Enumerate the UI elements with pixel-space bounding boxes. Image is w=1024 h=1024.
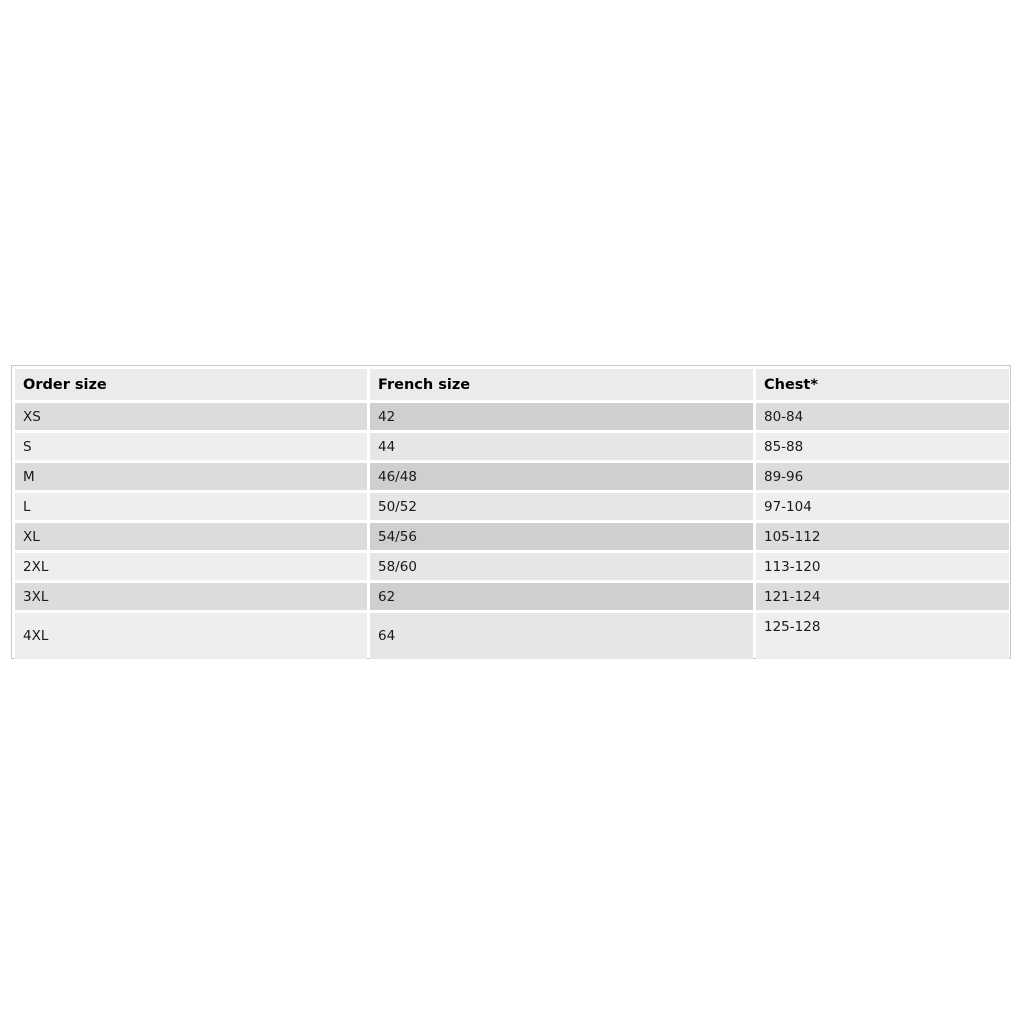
french-size-cell: 58/60	[370, 553, 753, 580]
chest-cell: 85-88	[756, 433, 1009, 460]
order-size-cell: XS	[15, 403, 367, 430]
size-table	[12, 366, 1012, 662]
order-size-cell: S	[15, 433, 367, 460]
header-order-size: Order size	[15, 369, 367, 400]
chest-cell: 125-128	[756, 613, 1009, 659]
french-size-cell: 62	[370, 583, 753, 610]
order-size-cell: 3XL	[15, 583, 367, 610]
french-size-cell: 42	[370, 403, 753, 430]
chest-cell: 105-112	[756, 523, 1009, 550]
french-size-cell: 50/52	[370, 493, 753, 520]
table-row	[15, 553, 1009, 580]
chest-cell: 121-124	[756, 583, 1009, 610]
french-size-cell: 46/48	[370, 463, 753, 490]
table-row	[15, 433, 1009, 460]
table-row	[15, 493, 1009, 520]
header-french-size: French size	[370, 369, 753, 400]
french-size-cell: 64	[370, 613, 753, 659]
order-size-cell: M	[15, 463, 367, 490]
table-row	[15, 583, 1009, 610]
chest-cell: 97-104	[756, 493, 1009, 520]
french-size-cell: 44	[370, 433, 753, 460]
table-row	[15, 613, 1009, 659]
table-row	[15, 463, 1009, 490]
table-row	[15, 523, 1009, 550]
order-size-cell: L	[15, 493, 367, 520]
table-row	[15, 403, 1009, 430]
order-size-cell: 4XL	[15, 613, 367, 659]
chest-cell: 89-96	[756, 463, 1009, 490]
header-chest: Chest*	[756, 369, 1009, 400]
table-header-row	[15, 369, 1009, 400]
chest-cell: 80-84	[756, 403, 1009, 430]
size-chart	[11, 365, 1011, 659]
french-size-cell: 54/56	[370, 523, 753, 550]
order-size-cell: XL	[15, 523, 367, 550]
chest-cell: 113-120	[756, 553, 1009, 580]
order-size-cell: 2XL	[15, 553, 367, 580]
